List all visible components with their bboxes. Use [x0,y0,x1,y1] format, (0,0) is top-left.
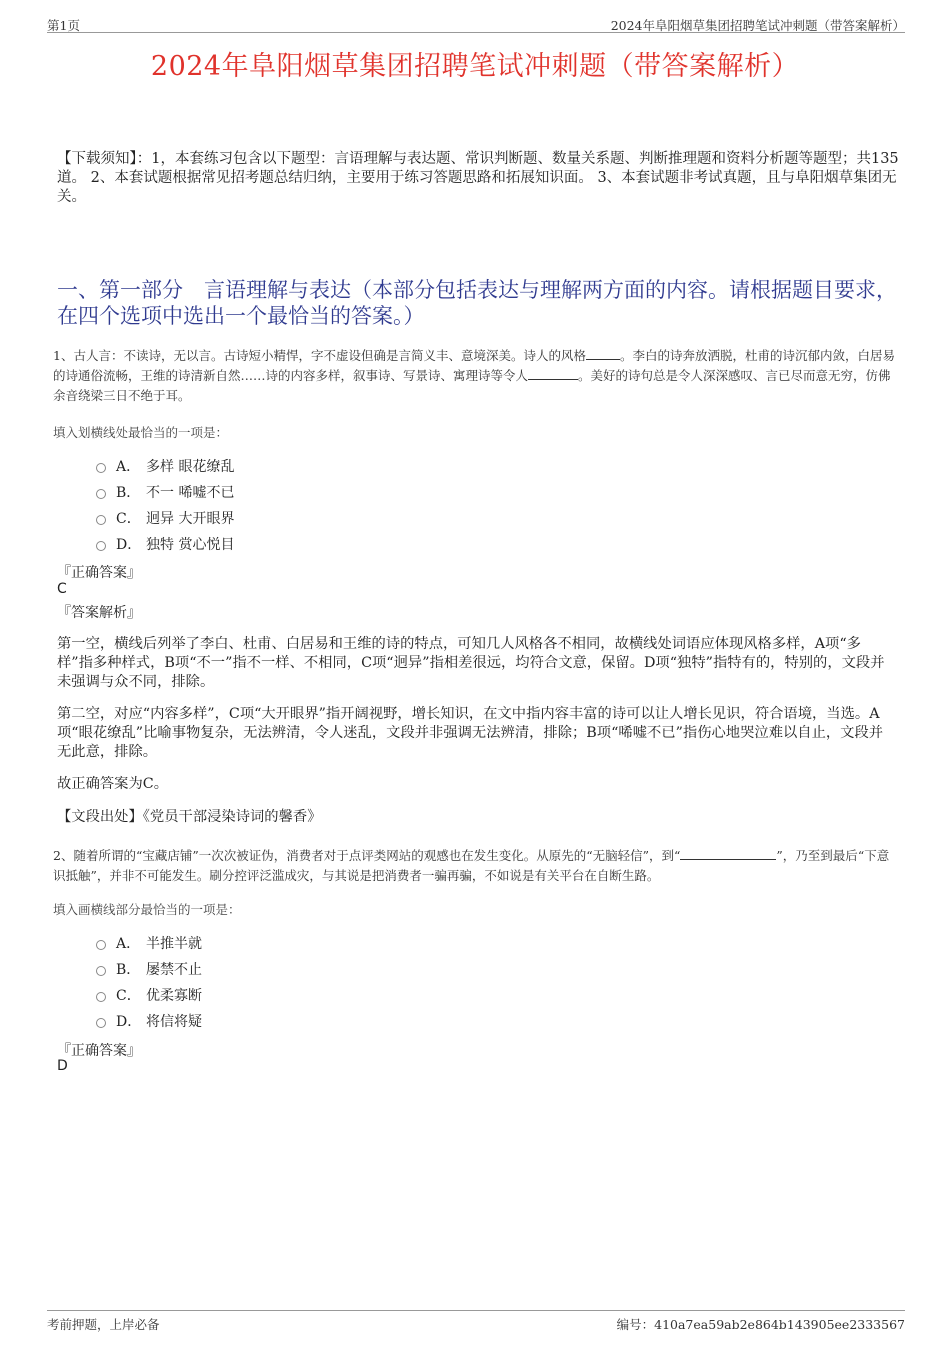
radio-icon[interactable] [96,966,106,976]
download-notice: 【下载须知】：1，本套练习包含以下题型：言语理解与表达题、常识判断题、数量关系题、判断推理题和资料分析题等题型；共135道。 2、本套试题根据常见招考题总结归纳，主要用于练习答题思路和拓展知识面。 3、本套试题非考试真题，且与阜阳烟草集团无关。 [57,151,899,205]
radio-icon[interactable] [96,1018,106,1028]
option-letter: D． [116,537,142,553]
q1-analysis-conclusion: 故正确答案为C。 [57,776,169,792]
q2-option-a[interactable] [96,930,202,956]
q1-answer: C [57,581,67,597]
option-letter: B． [116,485,141,501]
option-letter: D． [116,1014,142,1030]
page-footer [47,1310,905,1331]
option-letter: C． [116,511,141,527]
option-text: 迥异 大开眼界 [146,511,235,527]
radio-icon[interactable] [96,940,106,950]
q1-analysis-label: 『答案解析』 [57,605,141,621]
question-1-instruction: 填入划横线处最恰当的一项是： [53,425,229,440]
radio-icon[interactable] [96,489,106,499]
q2-option-c[interactable] [96,982,202,1008]
q1-blank-1 [586,347,620,360]
q2-blank [680,847,776,860]
q1-stem-part-a: 1、古人言：不读诗，无以言。古诗短小精悍，字不虚设但确是言简义丰、意境深美。诗人的风格 [53,348,586,363]
q2-answer: D [57,1058,68,1074]
q1-option-c[interactable] [96,505,234,531]
radio-icon[interactable] [96,463,106,473]
option-text: 独特 赏心悦目 [146,537,235,553]
question-2-instruction: 填入画横线部分最恰当的一项是： [53,902,241,917]
q2-option-d[interactable] [96,1008,202,1034]
footer-slogan: 考前押题，上岸必备 [47,1317,160,1332]
option-text: 多样 眼花缭乱 [146,459,235,475]
document-title: 2024年阜阳烟草集团招聘笔试冲刺题（带答案解析） [150,51,800,82]
section-heading: 一、第一部分 言语理解与表达（本部分包括表达与理解两方面的内容。请根据题目要求，在四个选项中选出一个最恰当的答案。） [57,278,897,328]
page-header [47,14,905,33]
option-text: 优柔寡断 [146,988,202,1004]
q1-blank-2 [528,367,578,380]
question-1-stem [53,346,899,406]
page-number: 第1页 [47,18,80,33]
q2-option-b[interactable] [96,956,202,982]
question-2-options [96,930,202,1034]
option-text: 将信将疑 [146,1014,202,1030]
q1-option-d[interactable] [96,531,234,557]
radio-icon[interactable] [96,992,106,1002]
q1-analysis-paragraph-1: 第一空，横线后列举了李白、杜甫、白居易和王维的诗的特点，可知几人风格各不相同，故横线处词语应体现风格多样，A项“多样”指多种样式，B项“不一”指不一样、不相同，C项“迥异”指相差很远，均符合文意，保留。D项“独特”指特有的，特别的，文段并未强调与众不同，排除。 [57,636,885,690]
option-text: 屡禁不止 [146,962,202,978]
radio-icon[interactable] [96,541,106,551]
q1-option-b[interactable] [96,479,234,505]
option-letter: A． [116,459,141,475]
option-letter: C． [116,988,141,1004]
option-text: 半推半就 [146,936,202,952]
option-letter: A． [116,936,141,952]
q2-stem-part-a: 2、随着所谓的“宝藏店铺”一次次被证伪，消费者对于点评类网站的观感也在发生变化。从原先的“无脑轻信”，到“ [53,848,681,863]
q2-stem-part-b: ”，乃至到最后“下意识抵触”，并非不可能发生。刷分控评泛滥成灾，与其说是把消费者一骗再骗，不如说是有关平台在自断生路。 [53,848,890,883]
question-2-stem [53,846,899,886]
q1-analysis-paragraph-2: 第二空，对应“内容多样”，C项“大开眼界”指开阔视野，增长知识，在文中指内容丰富的诗可以让人增长见识，符合语境，当选。A项“眼花缭乱”比喻事物复杂，无法辨清，令人迷乱，文段并非强调无法辨清，排除；B项“唏嘘不已”指伤心地哭泣难以自止，文段并无此意，排除。 [57,706,884,760]
option-letter: B． [116,962,141,978]
option-text: 不一 唏嘘不已 [146,485,235,501]
q1-source: 【文段出处】《党员干部浸染诗词的馨香》 [57,809,322,825]
footer-doc-id: 编号：410a7ea59ab2e864b143905ee2333567 [616,1317,905,1332]
radio-icon[interactable] [96,515,106,525]
q1-stem-part-b: 。李白的诗奔放洒脱，杜甫的诗沉郁内敛，白居易的诗通俗流畅，王维的诗清新自然……诗的内容多样，叙事诗、写景诗、寓理诗等令人 [53,348,895,383]
q1-answer-label: 『正确答案』 [57,565,141,581]
question-1-options [96,453,234,557]
q2-answer-label: 『正确答案』 [57,1043,141,1059]
q1-option-a[interactable] [96,453,234,479]
header-doc-title: 2024年阜阳烟草集团招聘笔试冲刺题（带答案解析） [610,18,905,33]
q1-stem-part-c: 。美好的诗句总是令人深深感叹、言已尽而意无穷，仿佛余音绕梁三日不绝于耳。 [53,368,891,403]
